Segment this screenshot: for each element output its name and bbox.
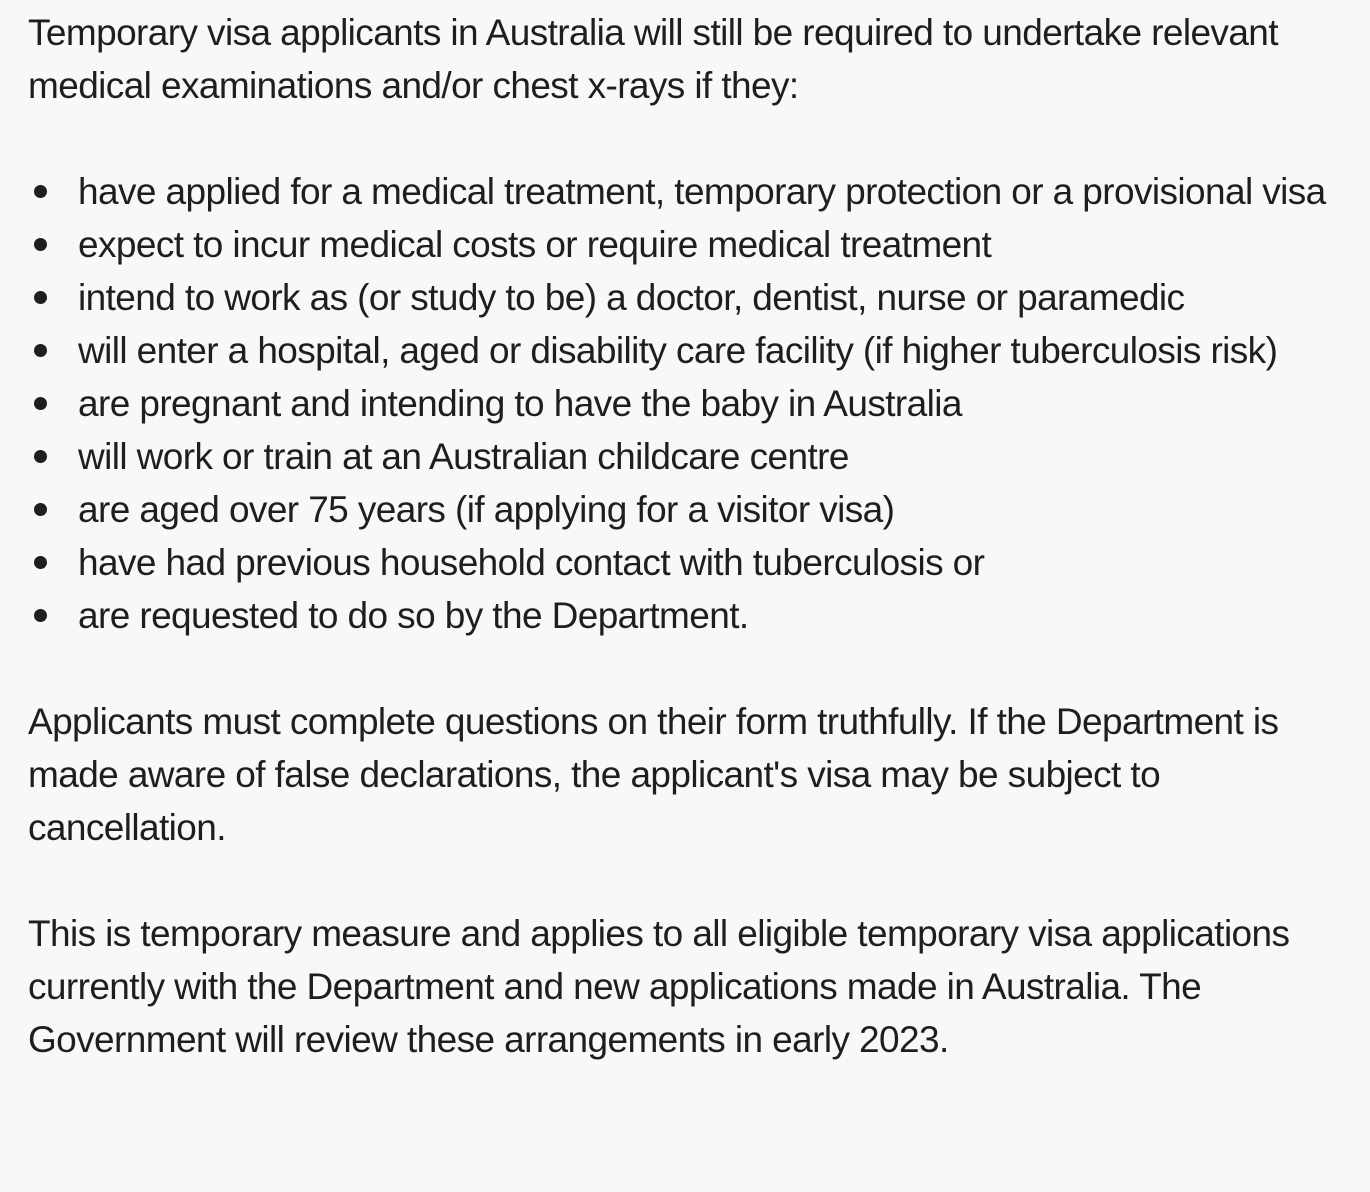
article-body — [28, 6, 1348, 1066]
bullet-icon — [34, 397, 47, 410]
list-item — [28, 589, 1348, 642]
requirements-list — [28, 165, 1348, 642]
list-item — [28, 430, 1348, 483]
list-item — [28, 218, 1348, 271]
bullet-icon — [34, 185, 47, 198]
list-item-text: have applied for a medical treatment, temporary protection or a provisional visa — [78, 171, 1326, 212]
list-item — [28, 377, 1348, 430]
bullet-icon — [34, 503, 47, 516]
list-item-text: intend to work as (or study to be) a doctor, dentist, nurse or paramedic — [78, 277, 1185, 318]
bullet-icon — [34, 291, 47, 304]
list-item-text: are requested to do so by the Department. — [78, 595, 749, 636]
declaration-paragraph: Applicants must complete questions on their form truthfully. If the Department is made aware of false declarations, the applicant's visa may be subject to cancellation. — [28, 701, 1279, 848]
list-item-text: will work or train at an Australian childcare centre — [78, 436, 849, 477]
bullet-icon — [34, 238, 47, 251]
list-item-text: will enter a hospital, aged or disability care facility (if higher tuberculosis risk) — [78, 330, 1278, 371]
list-item — [28, 271, 1348, 324]
list-item-text: are pregnant and intending to have the baby in Australia — [78, 383, 962, 424]
bullet-icon — [34, 344, 47, 357]
bullet-icon — [34, 556, 47, 569]
intro-paragraph: Temporary visa applicants in Australia will still be required to undertake relevant medical examinations and/or chest x-rays if they: — [28, 12, 1278, 106]
bullet-icon — [34, 609, 47, 622]
list-item-text: have had previous household contact with tuberculosis or — [78, 542, 985, 583]
list-item — [28, 483, 1348, 536]
bullet-icon — [34, 450, 47, 463]
list-item-text: expect to incur medical costs or require medical treatment — [78, 224, 992, 265]
list-item — [28, 324, 1348, 377]
list-item — [28, 165, 1348, 218]
temporary-measure-paragraph: This is temporary measure and applies to all eligible temporary visa applications currently with the Department and new applications made in Australia. The Government will review these arrangements in early 2023. — [28, 913, 1290, 1060]
list-item — [28, 536, 1348, 589]
list-item-text: are aged over 75 years (if applying for a visitor visa) — [78, 489, 895, 530]
